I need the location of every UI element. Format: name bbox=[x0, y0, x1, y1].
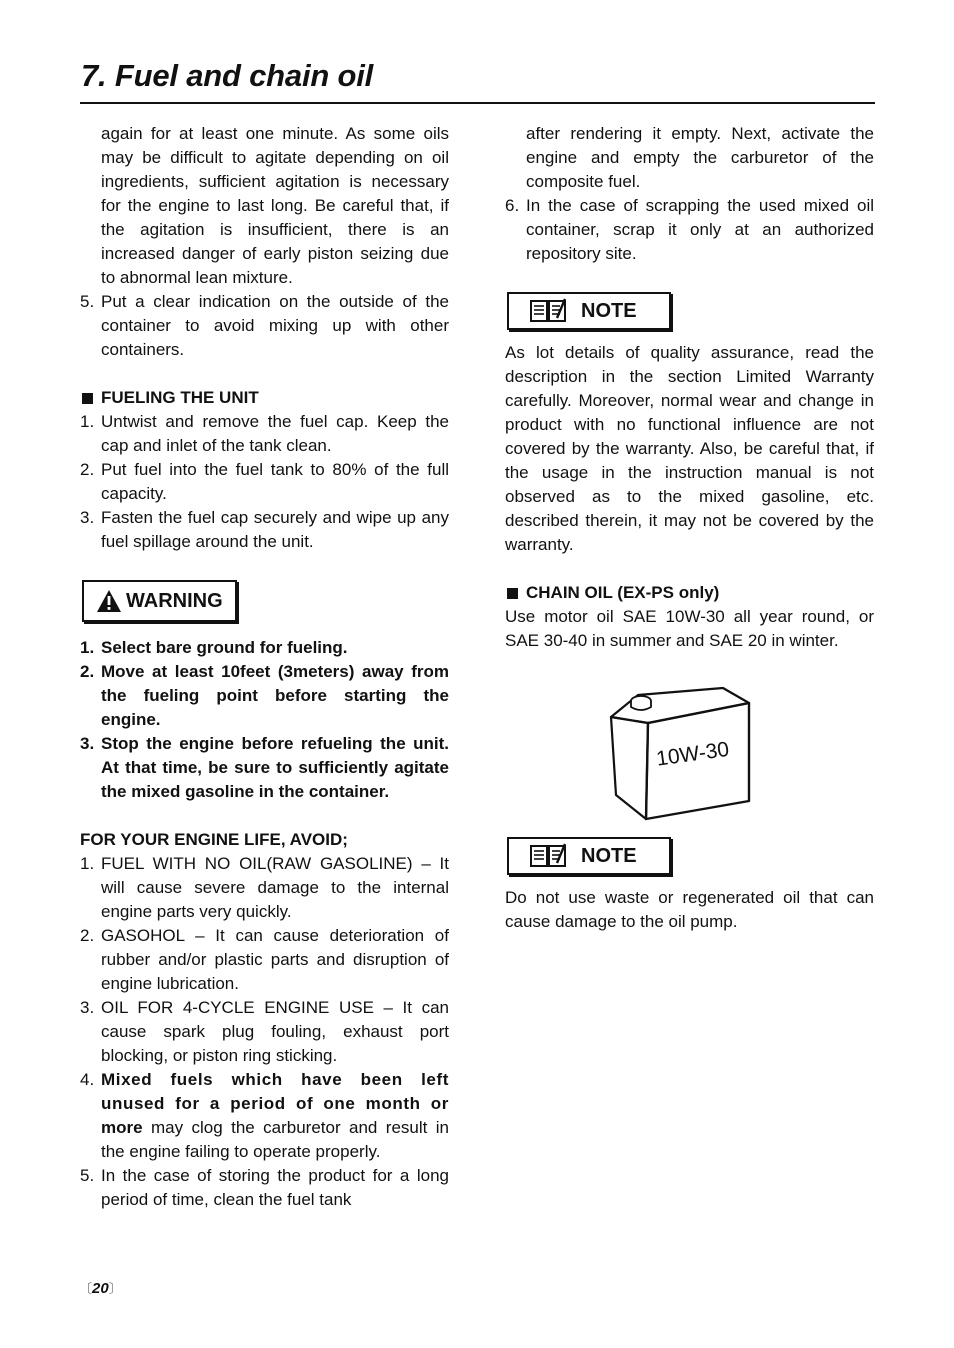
right-column bbox=[505, 122, 874, 934]
note-label: NOTE bbox=[581, 300, 637, 322]
note-text: As lot details of quality assurance, read the description in the section Limited Warranty carefully. Moreover, normal wear and change in product with no functional influence are not covered by the warranty. Also, be careful that, if the usage in the instruction manual is not observed as to the mixed gasoline, etc. described therein, it may not be covered by the warranty. bbox=[505, 343, 874, 554]
page-title: 7. Fuel and chain oil bbox=[81, 58, 374, 93]
list-item: 3. Fasten the fuel cap securely and wipe up any fuel spillage around the unit. bbox=[80, 508, 449, 551]
list-item: 5. Put a clear indication on the outside of the container to avoid mixing up with other containers. bbox=[80, 292, 449, 359]
warning-label: WARNING bbox=[126, 590, 223, 612]
section-heading-chain-oil: CHAIN OIL (EX-PS only) bbox=[505, 581, 874, 605]
note-box bbox=[507, 292, 671, 330]
section-heading-avoid: FOR YOUR ENGINE LIFE, AVOID; bbox=[80, 830, 348, 849]
continued-paragraph: after rendering it empty. Next, activate the engine and empty the carburetor of the composite fuel. bbox=[526, 124, 874, 191]
left-column bbox=[80, 122, 449, 1212]
note-label: NOTE bbox=[581, 845, 637, 867]
bottle-label: 10W-30 bbox=[654, 737, 731, 771]
note-box bbox=[507, 837, 671, 875]
list-item: 6. In the case of scrapping the used mixed oil container, scrap it only at an authorized repository site. bbox=[505, 196, 874, 263]
list-item: 3. OIL FOR 4-CYCLE ENGINE USE – It can cause spark plug fouling, exhaust port blocking, or piston ring sticking. bbox=[80, 998, 449, 1065]
list-item: 1. FUEL WITH NO OIL(RAW GASOLINE) – It will cause severe damage to the internal engine parts very quickly. bbox=[80, 854, 449, 921]
list-item: 1. Select bare ground for fueling. bbox=[80, 638, 348, 657]
chain-oil-text: Use motor oil SAE 10W-30 all year round, or SAE 30-40 in summer and SAE 20 in winter. bbox=[505, 607, 874, 650]
square-bullet-icon bbox=[82, 393, 93, 404]
section-heading-fueling: FUELING THE UNIT bbox=[80, 386, 449, 410]
warning-triangle-icon bbox=[96, 589, 122, 613]
oil-container-illustration bbox=[608, 683, 758, 823]
list-item: 2. Move at least 10feet (3meters) away from the fueling point before starting the engine. bbox=[80, 662, 449, 729]
warning-box bbox=[82, 580, 237, 622]
list-item: 3. Stop the engine before refueling the unit. At that time, be sure to sufficiently agitate the mixed gasoline in the container. bbox=[80, 734, 449, 801]
note-text: Do not use waste or regenerated oil that can cause damage to the oil pump. bbox=[505, 888, 874, 931]
square-bullet-icon bbox=[507, 588, 518, 599]
continued-paragraph: again for at least one minute. As some oils may be difficult to agitate depending on oil ingredients, sufficient agitation is necessary for the engine to last long. Be careful that, if the agitation is insufficient, there is an increased danger of early piston seizing due to abnormal lean mixture. bbox=[101, 124, 449, 287]
list-item: 2. GASOHOL – It can cause deterioration of rubber and/or plastic parts and disruption of engine lubrication. bbox=[80, 926, 449, 993]
list-item: 5. In the case of storing the product for a long period of time, clean the fuel tank bbox=[80, 1166, 449, 1209]
list-item: 1. Untwist and remove the fuel cap. Keep the cap and inlet of the tank clean. bbox=[80, 412, 449, 455]
list-item: 2. Put fuel into the fuel tank to 80% of the full capacity. bbox=[80, 460, 449, 503]
list-item: 4. Mixed fuels which have been left unused for a period of one month or more may clog the carburetor and result in the engine failing to operate properly. bbox=[80, 1070, 449, 1161]
page-number: 〔20〕 bbox=[79, 1280, 122, 1297]
open-book-icon bbox=[529, 843, 567, 869]
open-book-icon bbox=[529, 298, 567, 324]
title-rule bbox=[80, 102, 875, 104]
